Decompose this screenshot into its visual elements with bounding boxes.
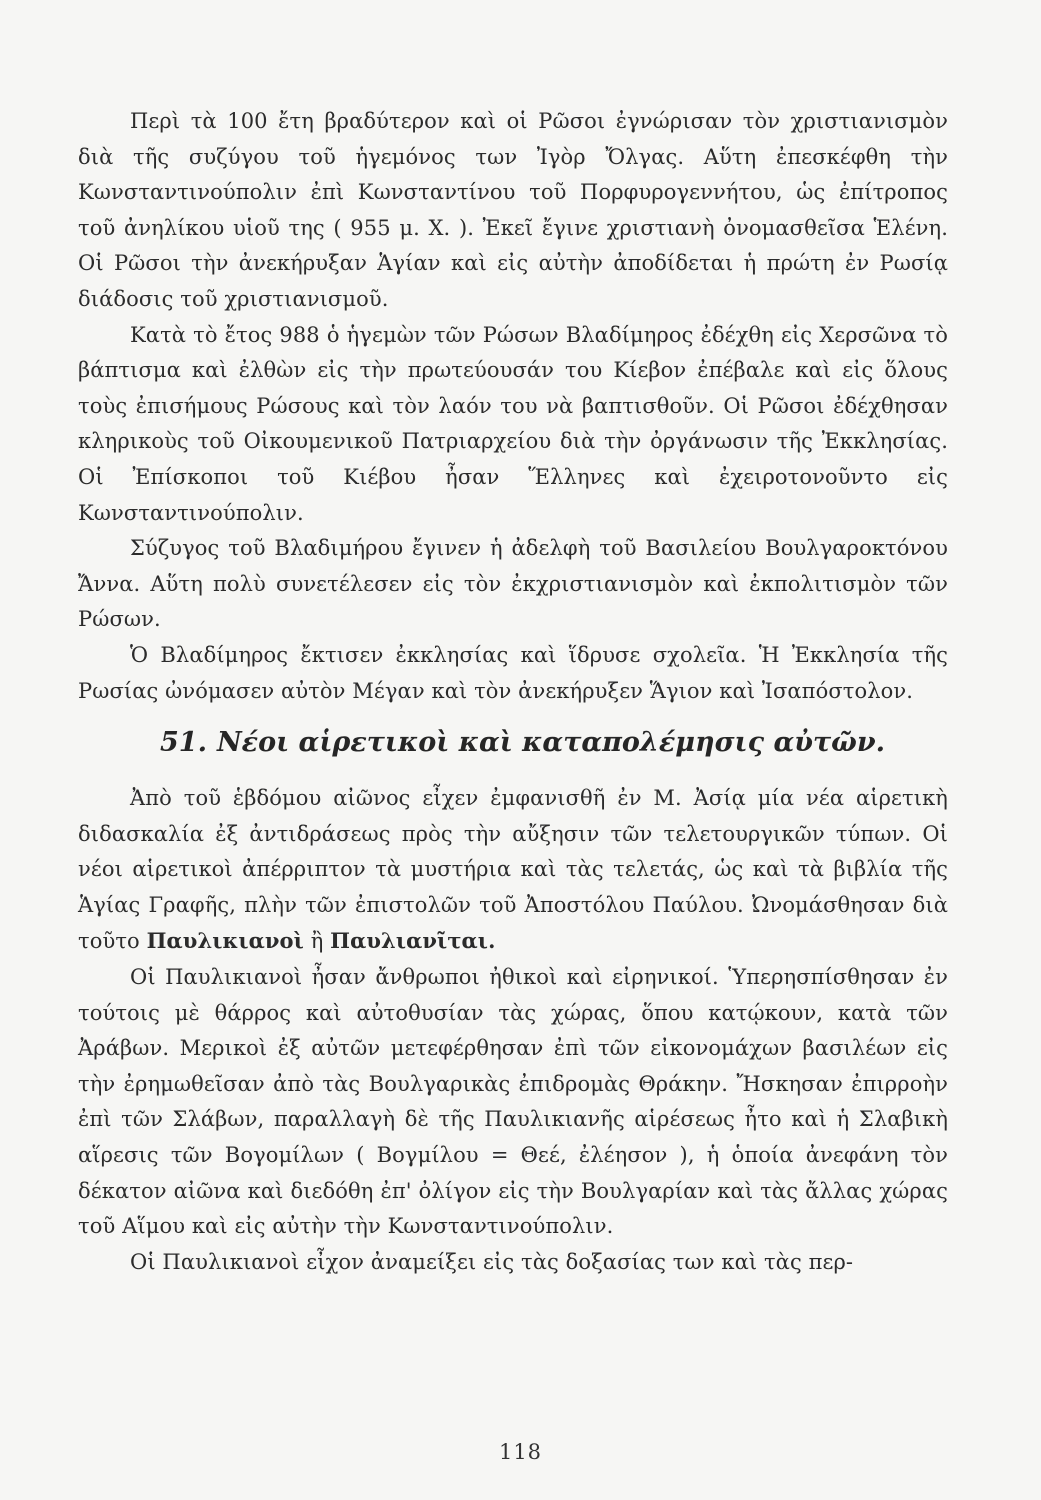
- paragraph-paulicians-origin: [78, 781, 948, 960]
- paragraph-olga: Περὶ τὰ 100 ἔτη βραδύτερον καὶ οἱ Ρῶσοι ἐγνώρισαν τὸν χριστιανισμὸν διὰ τῆς συζύγου τοῦ ἡγεμόνος των Ἰγὸρ Ὄλγας. Αὕτη ἐπεσκέφθη τὴν Κωνσταντινούπολιν ἐπὶ Κωνσταντίνου τοῦ Πορφυρογεννήτου, ὡς ἐπίτροπος τοῦ ἀνηλίκου υἱοῦ της ( 955 μ. Χ. ). Ἐκεῖ ἔγινε χριστιανὴ ὀνομασθεῖσα Ἑλένη. Οἱ Ρῶσοι τὴν ἀνεκήρυξαν Ἁγίαν καὶ εἰς αὐτὴν ἀποδίδεται ἡ πρώτη ἐν Ρωσίᾳ διάδοσις τοῦ χριστιανισμοῦ.: [78, 109, 948, 311]
- paragraph-anna: Σύζυγος τοῦ Βλαδιμήρου ἔγινεν ἡ ἀδελφὴ τοῦ Βασιλείου Βουλγαροκτόνου Ἄννα. Αὕτη πολὺ συνετέλεσεν εἰς τὸν ἐκχριστιανισμὸν καὶ ἐκπολιτισμὸν τῶν Ρώσων.: [78, 536, 948, 632]
- term-paulianites: Παυλιανῖται.: [330, 928, 496, 954]
- paragraph-vladimir-churches: Ὁ Βλαδίμηρος ἔκτισεν ἐκκλησίας καὶ ἵδρυσε σχολεῖα. Ἡ Ἐκκλησία τῆς Ρωσίας ὠνόμασεν αὐτὸν Μέγαν καὶ τὸν ἀνεκήρυξεν Ἅγιον καὶ Ἰσαπόστολον.: [78, 642, 948, 703]
- paragraph-vladimir-baptism: Κατὰ τὸ ἔτος 988 ὁ ἡγεμὼν τῶν Ρώσων Βλαδίμηρος ἐδέχθη εἰς Χερσῶνα τὸ βάπτισμα καὶ ἐλθὼν εἰς τὴν πρωτεύουσάν του Κίεβον ἐπέβαλε καὶ εἰς ὅλους τοὺς ἐπισήμους Ρώσους καὶ τὸν λαόν του νὰ βαπτισθοῦν. Οἱ Ρῶσοι ἐδέχθησαν κληρικοὺς τοῦ Οἰκουμενικοῦ Πατριαρχείου διὰ τὴν ὀργάνωσιν τῆς Ἐκκλησίας. Οἱ Ἐπίσκοποι τοῦ Κιέβου ἦσαν Ἕλληνες καὶ ἐχειροτονοῦντο εἰς Κωνσταντινούπολιν.: [78, 322, 948, 525]
- section-title: Νέοι αἱρετικοὶ καὶ καταπολέμησις αὐτῶν.: [216, 727, 885, 759]
- term-paulicians: Παυλικιανοὶ: [146, 928, 304, 954]
- paragraph-paulicians-character: Οἱ Παυλικιανοὶ ἦσαν ἄνθρωποι ἠθικοὶ καὶ εἰρηνικοί. Ὑπερησπίσθησαν ἐν τούτοις μὲ θάρρος καὶ αὐτοθυσίαν τὰς χώρας, ὅπου κατῴκουν, κατὰ τῶν Ἀράβων. Μερικοὶ ἐξ αὐτῶν μετεφέρθησαν ἐπὶ τῶν εἰκονομάχων βασιλέων εἰς τὴν ἐρημωθεῖσαν ἀπὸ τὰς Βουλγαρικὰς ἐπιδρομὰς Θράκην. Ἤσκησαν ἐπιρροὴν ἐπὶ τῶν Σλάβων, παραλλαγὴ δὲ τῆς Παυλικιανῆς αἱρέσεως ἦτο καὶ ἡ Σλαβικὴ αἵρεσις τῶν Βογομίλων ( Βογμίλου = Θεέ, ἐλέησον ), ἡ ὁποία ἀνεφάνη τὸν δέκατον αἰῶνα καὶ διεδόθη ἐπ' ὀλίγον εἰς τὴν Βουλγαρίαν καὶ τὰς ἄλλας χώρας τοῦ Αἵμου καὶ εἰς αὐτὴν τὴν Κωνσταντινούπολιν.: [78, 965, 948, 1239]
- connector-text: ἢ: [303, 929, 331, 954]
- page-body: [78, 104, 948, 1280]
- paragraph-text: Ἀπὸ τοῦ ἑβδόμου αἰῶνος εἶχεν ἐμφανισθῆ ἐν Μ. Ἀσίᾳ μία νέα αἱρετικὴ διδασκαλία ἐξ ἀντιδράσεως πρὸς τὴν αὔξησιν τῶν τελετουργικῶν τύπων. Οἱ νέοι αἱρετικοὶ ἀπέρριπτον τὰ μυστήρια καὶ τὰς τελετάς, ὡς καὶ τὰ βιβλία τῆς Ἁγίας Γραφῆς, πλὴν τῶν ἐπιστολῶν τοῦ Ἀποστόλου Παύλου. Ὠνομάσθησαν διὰ τοῦτο: [78, 786, 948, 954]
- page-number: 118: [498, 1440, 543, 1464]
- paragraph-paulicians-beliefs: Οἱ Παυλικιανοὶ εἶχον ἀναμείξει εἰς τὰς δοξασίας των καὶ τὰς περ-: [130, 1249, 854, 1274]
- section-number: 51.: [160, 727, 207, 759]
- section-heading: [78, 719, 948, 767]
